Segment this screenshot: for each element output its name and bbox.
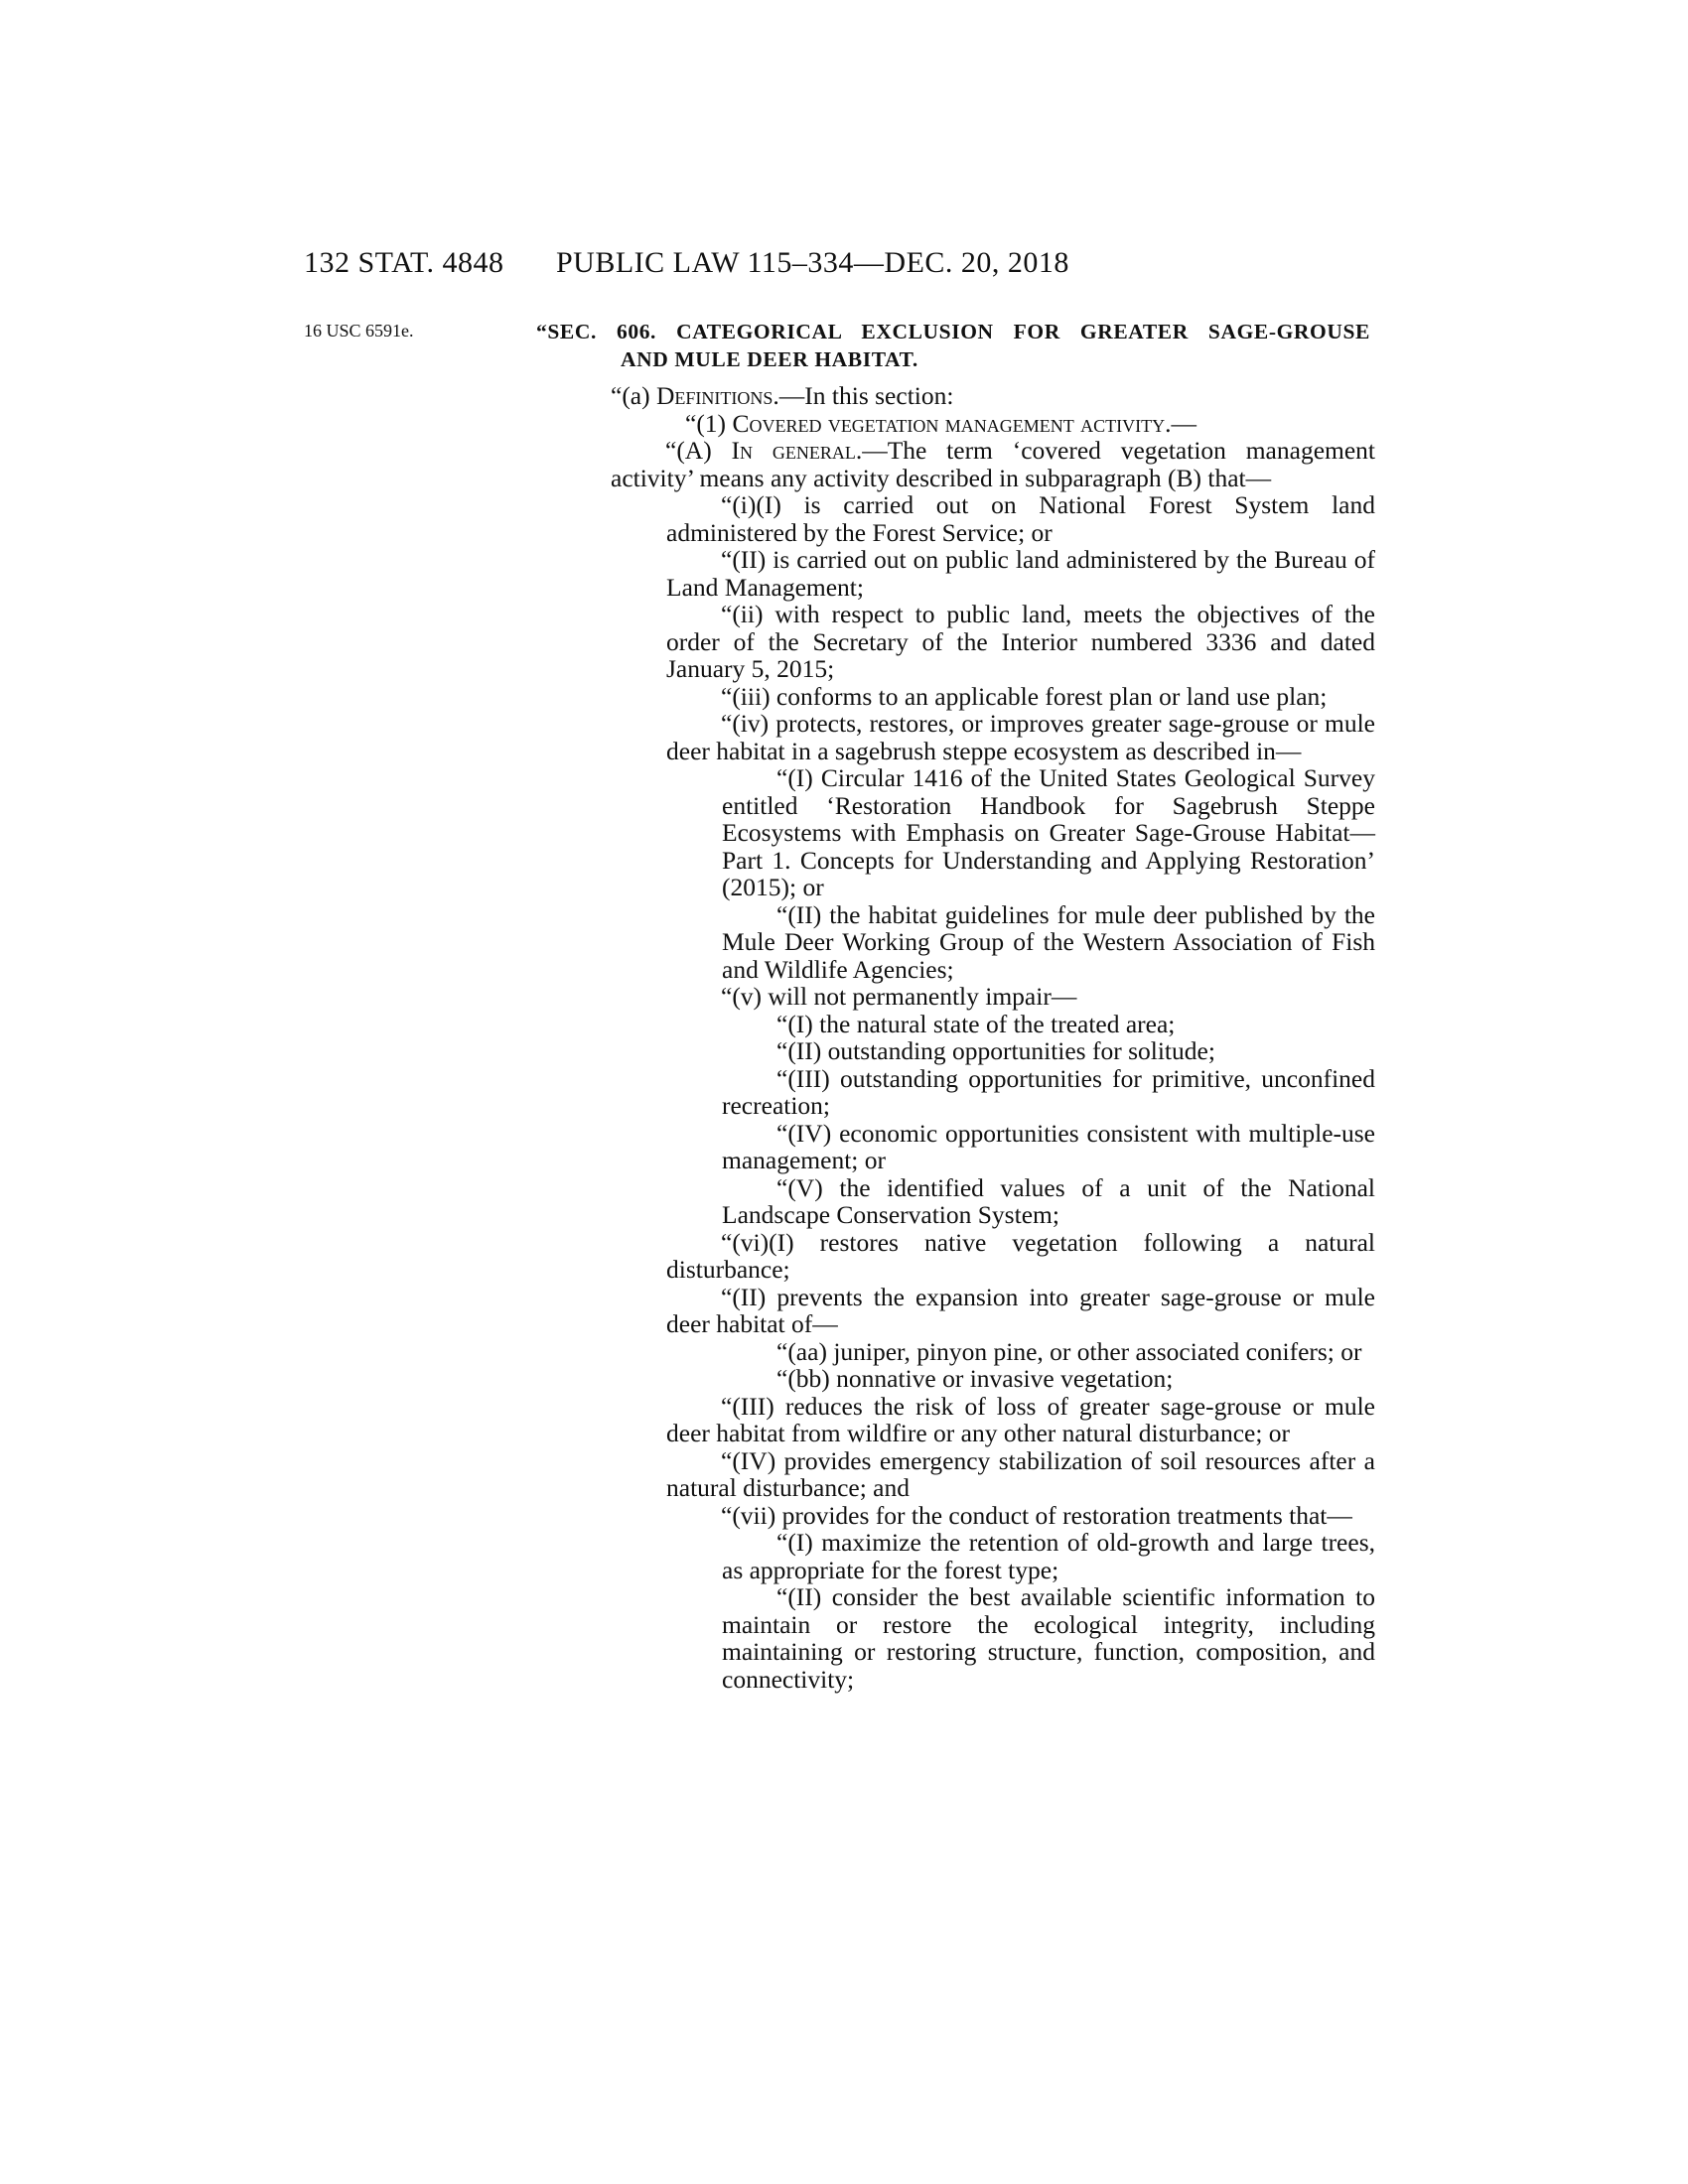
page-law-header: PUBLIC LAW 115–334—DEC. 20, 2018 [556, 246, 1069, 279]
section-body [611, 382, 1375, 1693]
subclause-v-V: “(V) the identified values of a unit of the National Landscape Conservation System; [722, 1172, 1375, 1229]
subclause-v-II: “(II) outstanding opportunities for solitude; [776, 1036, 1215, 1065]
heading-covered-activity: Covered vegetation management activity [732, 408, 1166, 438]
clause-ii: “(ii) with respect to public land, meets the objectives of the order of the Secretary of the Interior numbered 3336 and dated January 5, 2015; [666, 600, 1375, 683]
clause-vi-II: “(II) prevents the expansion into greater sage-grouse or mule deer habitat of— [666, 1282, 1375, 1338]
section-title [536, 318, 1370, 373]
subclause-v-III: “(III) outstanding opportunities for primitive, unconfined recreation; [722, 1063, 1375, 1120]
section-title-line-1: “SEC. 606. CATEGORICAL EXCLUSION FOR GREATER SAGE-GROUSE [536, 320, 1370, 343]
clause-vii: “(vii) provides for the conduct of restoration treatments that— [721, 1500, 1352, 1530]
page-stat-citation: 132 STAT. 4848 [304, 246, 504, 279]
section-title-line-2: AND MULE DEER HABITAT. [621, 347, 918, 371]
subclause-iv-I: “(I) Circular 1416 of the United States Geological Survey entitled ‘Restoration Handbook for Sagebrush Steppe Ecosystems with Emphasis on Greater Sage-Grouse Habitat—Part 1. Concepts for Understanding and Applying Restoration’ (2015); or [722, 763, 1375, 901]
subclause-iv-II: “(II) the habitat guidelines for mule deer published by the Mule Deer Working Group of the Western Association of Fish and Wildlife Agencies; [722, 899, 1375, 984]
clause-iv: “(iv) protects, restores, or improves greater sage-grouse or mule deer habitat in a sagebrush steppe ecosystem as described in— [666, 709, 1375, 765]
clause-vi-III: “(III) reduces the risk of loss of greater sage-grouse or mule deer habitat from wildfire or any other natural disturbance; or [666, 1391, 1375, 1447]
clause-i-I: “(i)(I) is carried out on National Forest System land administered by the Forest Service; or [666, 490, 1375, 547]
paragraph-1: “(1) Covered vegetation management activity.— [685, 408, 1196, 438]
clause-vi-I: “(vi)(I) restores native vegetation following a natural disturbance; [666, 1227, 1375, 1284]
subclause-v-I: “(I) the natural state of the treated area; [776, 1009, 1176, 1038]
clause-i-II: “(II) is carried out on public land administered by the Bureau of Land Management; [666, 545, 1375, 602]
paragraph-a: “(a) Definitions.—In this section: [611, 381, 954, 410]
paragraph-A: “(A) In general.—The term ‘covered vegetation management activity’ means any activity described in subparagraph (B) that— [611, 436, 1375, 492]
item-aa: “(aa) juniper, pinyon pine, or other associated conifers; or [776, 1336, 1362, 1366]
clause-vi-IV: “(IV) provides emergency stabilization of soil resources after a natural disturbance; and [666, 1445, 1375, 1502]
heading-definitions: Definitions [656, 381, 774, 410]
subclause-vii-I: “(I) maximize the retention of old-growth and large trees, as appropriate for the forest type; [722, 1528, 1375, 1584]
clause-iii: “(iii) conforms to an applicable forest plan or land use plan; [721, 681, 1328, 711]
subclause-v-IV: “(IV) economic opportunities consistent with multiple-use management; or [722, 1118, 1375, 1174]
usc-margin-note: 16 USC 6591e. [304, 321, 414, 341]
subclause-vii-II: “(II) consider the best available scientific information to maintain or restore the ecological integrity, including maintaining or restoring structure, function, composition, and connectivity; [722, 1582, 1375, 1694]
item-bb: “(bb) nonnative or invasive vegetation; [776, 1364, 1174, 1393]
heading-in-general: In general [731, 436, 856, 465]
clause-v: “(v) will not permanently impair— [721, 982, 1077, 1011]
